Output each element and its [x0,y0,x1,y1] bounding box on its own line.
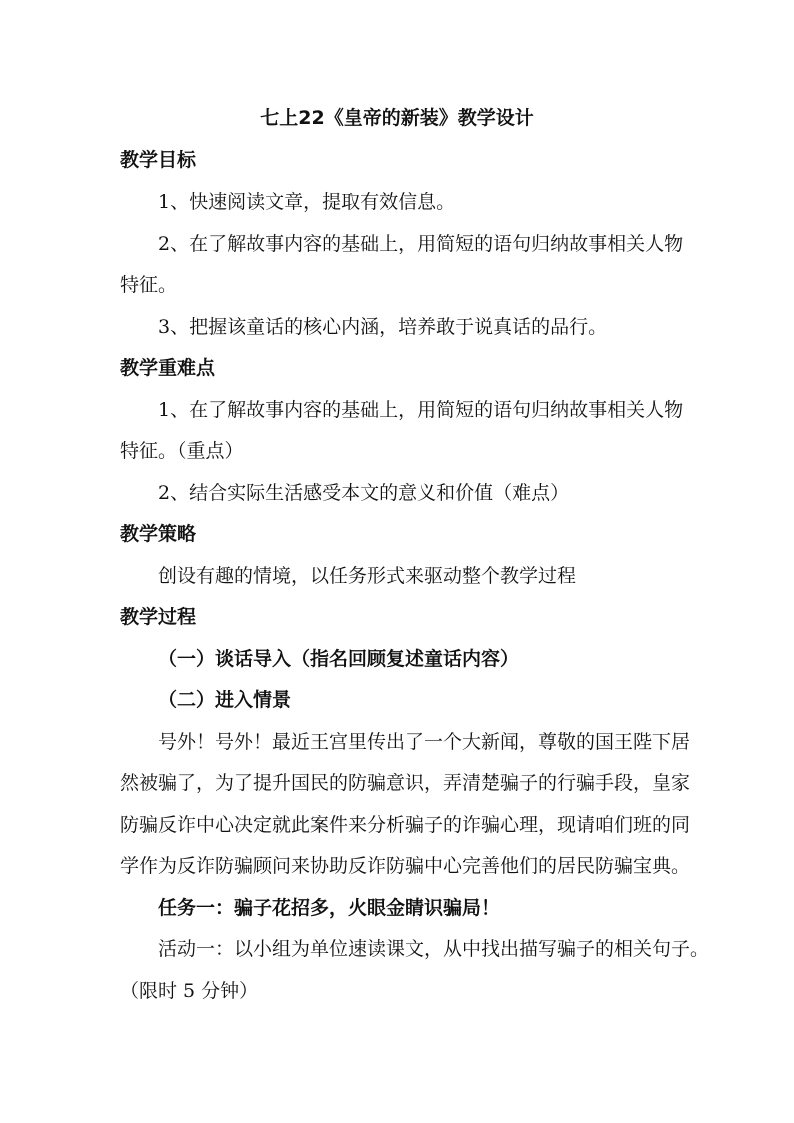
key-point-1-line-1: 1、在了解故事内容的基础上，用简短的语句归纳故事相关人物 [158,399,684,421]
goal-item-2-line-1: 2、在了解故事内容的基础上，用简短的语句归纳故事相关人物 [158,233,684,255]
goal-item-2-line-2: 特征。 [120,274,178,296]
process-step-1: （一）谈话导入（指名回顾复述童话内容） [158,648,520,670]
section-heading-key-points: 教学重难点 [120,357,216,379]
scenario-paragraph-line-3: 防骗反诈中心决定就此案件来分析骗子的诈骗心理，现请咱们班的同 [120,814,691,836]
scenario-paragraph-line-2: 然被骗了，为了提升国民的防骗意识，弄清楚骗子的行骗手段，皇家 [120,772,691,794]
section-heading-goals: 教学目标 [120,149,197,171]
goal-item-1: 1、快速阅读文章，提取有效信息。 [158,191,456,213]
section-heading-process: 教学过程 [120,606,197,628]
activity-1-line-2: （限时 5 分钟） [120,980,259,1002]
document-title: 七上22《皇帝的新装》教学设计 [260,107,534,129]
section-heading-strategy: 教学策略 [120,523,197,545]
scenario-paragraph-line-4: 学作为反诈防骗顾问来协助反诈防骗中心完善他们的居民防骗宝典。 [120,855,691,877]
key-point-2: 2、结合实际生活感受本文的意义和价值（难点） [158,482,570,504]
scenario-paragraph-line-1: 号外！号外！最近王宫里传出了一个大新闻，尊敬的国王陛下居 [158,731,691,753]
task-1-heading: 任务一：骗子花招多，火眼金睛识骗局！ [158,897,501,919]
goal-item-3: 3、把握该童话的核心内涵，培养敢于说真话的品行。 [158,316,608,338]
strategy-text: 创设有趣的情境，以任务形式来驱动整个教学过程 [158,565,577,587]
process-step-2: （二）进入情景 [158,689,292,711]
activity-1-line-1: 活动一：以小组为单位速读课文，从中找出描写骗子的相关句子。 [158,938,710,960]
key-point-1-line-2: 特征。（重点） [120,440,244,462]
